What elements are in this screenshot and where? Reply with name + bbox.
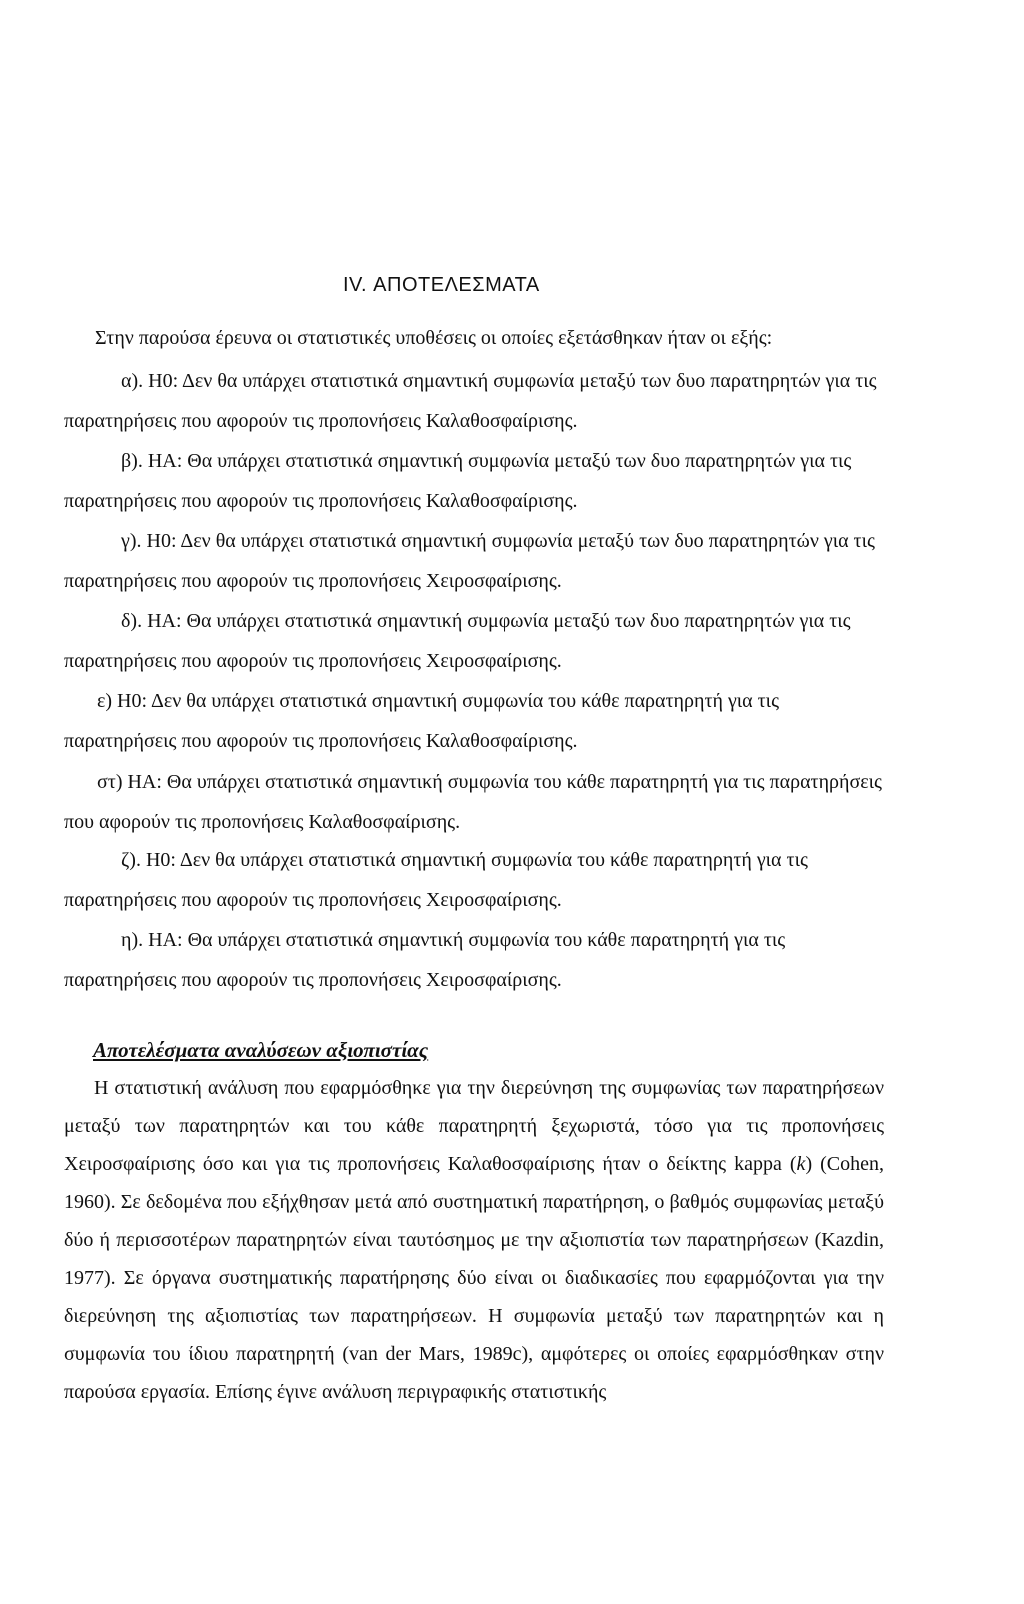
hypothesis-b: β). ΗΑ: Θα υπάρχει στατιστικά σημαντική συμφωνία μεταξύ των δυο παρατηρητών για τις παρατηρήσεις που αφορούν τις προπονήσεις Καλαθοσφαίρισης. bbox=[64, 450, 852, 512]
hypothesis-d: δ). ΗΑ: Θα υπάρχει στατιστικά σημαντική συμφωνία μεταξύ των δυο παρατηρητών για τις παρατηρήσεις που αφορούν τις προπονήσεις Χειροσφαίρισης. bbox=[64, 610, 851, 672]
intro-sentence: Στην παρούσα έρευνα οι στατιστικές υποθέσεις οι οποίες εξετάσθηκαν ήταν οι εξής: bbox=[95, 327, 773, 349]
reliability-subheading: Αποτελέσματα αναλύσεων αξιοπιστίας bbox=[93, 1038, 429, 1062]
hypothesis-c: γ). Η0: Δεν θα υπάρχει στατιστικά σημαντική συμφωνία μεταξύ των δυο παρατηρητών για τις παρατηρήσεις που αφορούν τις προπονήσεις Χειροσφαίρισης. bbox=[64, 530, 875, 592]
reliability-paragraph bbox=[64, 1069, 884, 1411]
hypothesis-h: η). ΗΑ: Θα υπάρχει στατιστικά σημαντική συμφωνία του κάθε παρατηρητή για τις παρατηρήσεις που αφορούν τις προπονήσεις Χειροσφαίρισης. bbox=[64, 929, 786, 991]
hypothesis-a: α). Η0: Δεν θα υπάρχει στατιστικά σημαντική συμφωνία μεταξύ των δυο παρατηρητών για τις παρατηρήσεις που αφορούν τις προπονήσεις Καλαθοσφαίρισης. bbox=[64, 370, 877, 432]
hypothesis-e: ε) Η0: Δεν θα υπάρχει στατιστικά σημαντική συμφωνία του κάθε παρατηρητή για τις παρατηρήσεις που αφορούν τις προπονήσεις Καλαθοσφαίρισης. bbox=[64, 690, 779, 752]
paragraph-text-part-2: ) (Cohen, 1960). Σε δεδομένα που εξήχθησαν μετά από συστηματική παρατήρηση, ο βαθμός συμφωνίας μεταξύ δύο ή περισσοτέρων παρατηρητών είναι ταυτόσημος με την αξιοπιστία των παρατηρήσεων (Kazdin, 1977). Σε όργανα συστηματικής παρατήρησης δύο είναι οι διαδικασίες που εφαρμόζονται για την διερεύνηση της αξιοπιστίας των παρατηρήσεων. Η συμφωνία μεταξύ των παρατηρητών και η συμφωνία του ίδιου παρατηρητή (van der Mars, 1989c), αμφότερες οι οποίες εφαρμόσθηκαν στην παρούσα εργασία. Επίσης έγινε ανάλυση περιγραφικής στατιστικής bbox=[64, 1153, 884, 1403]
paragraph-text-part-1: Η στατιστική ανάλυση που εφαρμόσθηκε για την διερεύνηση της συμφωνίας των παρατηρήσεων μεταξύ των παρατηρητών και του κάθε παρατηρητή ξεχωριστά, τόσο για τις προπονήσεις Χειροσφαίρισης όσο και για τις προπονήσεις Καλαθοσφαίρισης ήταν ο δείκτης kappa ( bbox=[64, 1077, 884, 1175]
kappa-symbol: k bbox=[796, 1153, 806, 1175]
hypothesis-z: ζ). Η0: Δεν θα υπάρχει στατιστικά σημαντική συμφωνία του κάθε παρατηρητή για τις παρατηρήσεις που αφορούν τις προπονήσεις Χειροσφαίρισης. bbox=[64, 849, 808, 911]
hypothesis-st: στ) ΗΑ: Θα υπάρχει στατιστικά σημαντική συμφωνία του κάθε παρατηρητή για τις παρατηρήσεις που αφορούν τις προπονήσεις Καλαθοσφαίρισης. bbox=[64, 771, 882, 833]
section-heading: IV. ΑΠΟΤΕΛΕΣΜΑΤΑ bbox=[343, 274, 540, 296]
